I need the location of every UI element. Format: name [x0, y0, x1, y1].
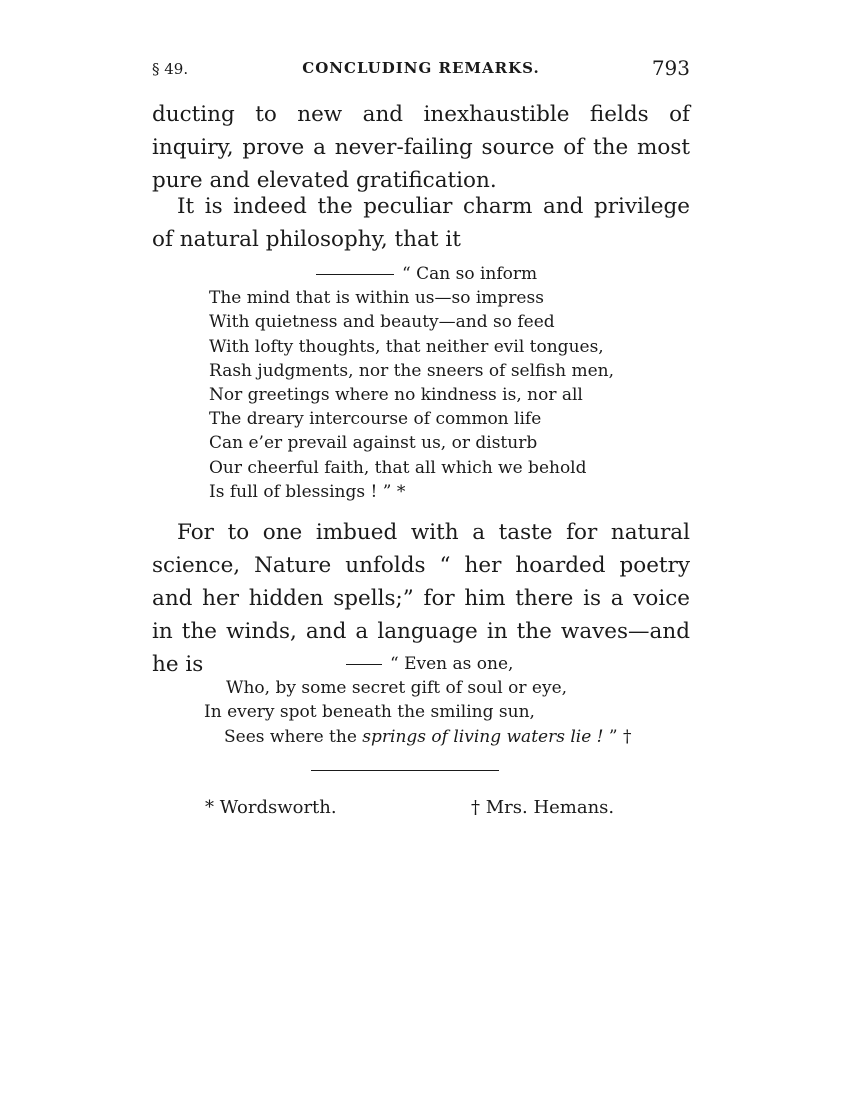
running-title: CONCLUDING REMARKS.: [302, 59, 540, 77]
paragraph-intro-quote: [152, 190, 690, 256]
verse-line: Can e’er prevail against us, or disturb: [209, 433, 538, 454]
section-mark: § 49.: [152, 60, 189, 78]
verse-line: Is full of blessings ! ” *: [209, 481, 406, 502]
footnote-hemans: † Mrs. Hemans.: [471, 797, 615, 818]
verse-line: “ Even as one,: [204, 652, 632, 676]
dash-rule: [346, 664, 382, 665]
verse-line: The mind that is within us—so impress: [209, 288, 544, 309]
verse-line: The dreary intercourse of common life: [209, 409, 542, 430]
footnotes: [205, 797, 625, 823]
paragraph-text: For to one imbued with a taste for natural science, Nature unfolds “ her hoarded poetry and her hidden spells;” for him there is a voice in the winds, and a language in the waves—and he is: [152, 520, 690, 677]
paragraph-continuation: [152, 98, 690, 197]
verse-line: Rash judgments, nor the sneers of selfish men,: [209, 360, 614, 381]
verse-line: With quietness and beauty—and so feed: [209, 312, 555, 333]
verse-line: Who, by some secret gift of soul or eye,: [226, 678, 568, 699]
verse-line: “ Can so inform: [209, 262, 614, 286]
verse-line: Our cheerful faith, that all which we behold: [209, 457, 587, 478]
running-head: [152, 56, 690, 84]
verse-line: In every spot beneath the smiling sun,: [204, 702, 535, 723]
page-number: 793: [651, 56, 690, 80]
paragraph-text: It is indeed the peculiar charm and privilege of natural philosophy, that it: [152, 194, 690, 252]
verse-quotation-wordsworth: [209, 262, 614, 504]
verse-line: With lofty thoughts, that neither evil tongues,: [209, 336, 604, 357]
footnote-rule: [311, 770, 499, 771]
italic-phrase: springs of living waters lie !: [362, 726, 604, 747]
dash-rule: [316, 274, 394, 275]
verse-line: Sees where the springs of living waters lie ! ” †: [224, 726, 632, 747]
verse-quotation-hemans: [204, 652, 632, 749]
footnote-wordsworth: * Wordsworth.: [205, 797, 337, 818]
paragraph-text: ducting to new and inexhaustible fields of inquiry, prove a never-failing source of the most pure and elevated gratification.: [152, 102, 690, 193]
verse-line: Nor greetings where no kindness is, nor all: [209, 385, 583, 406]
